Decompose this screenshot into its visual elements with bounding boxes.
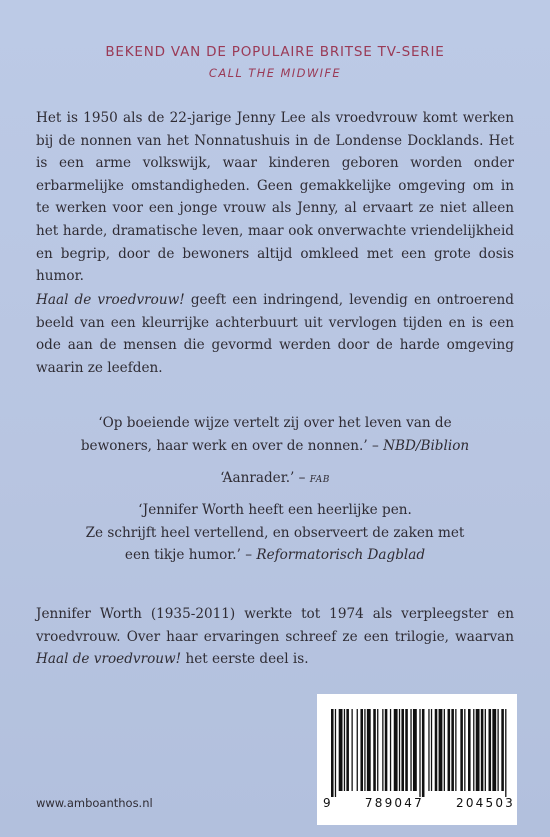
barcode-bar <box>439 709 443 791</box>
series-title: CALL THE MIDWIFE <box>208 66 342 80</box>
review-quote-line: ‘Aanrader.’ – <box>220 470 310 486</box>
barcode-bar <box>390 709 391 791</box>
barcode-bar <box>399 709 400 791</box>
barcode-bar <box>422 709 425 797</box>
series-tagline: BEKEND VAN DE POPULAIRE BRITSE TV-SERIE <box>105 44 445 60</box>
barcode-bar <box>464 709 465 791</box>
barcode-bar <box>455 709 456 791</box>
barcode-bar <box>444 709 445 791</box>
review-source: NBD/Biblion <box>383 437 470 454</box>
barcode-bars <box>331 709 509 797</box>
review-quote-rd <box>40 499 510 567</box>
review-quote-line: ‘Jennifer Worth heeft een heerlijke pen. <box>138 502 412 518</box>
author-bio-text: Jennifer Worth (1935-2011) werkte tot 1974 als verpleegster en vroedvrouw. Over haar ervaringen schreef ze een trilogie, waarvan <box>36 606 514 645</box>
review-quote-nbd <box>40 412 510 457</box>
barcode-bar <box>344 709 345 791</box>
barcode-bar <box>394 709 398 791</box>
author-bio-paragraph <box>36 603 514 671</box>
barcode-bar <box>382 709 383 791</box>
summary-book-title: Haal de vroedvrouw! <box>36 292 185 308</box>
isbn-barcode <box>317 694 517 825</box>
barcode-bar <box>410 709 411 791</box>
summary-text: geeft een indringend, levendig en ontroerend beeld van een kleurrijke achterbuurt uit vervlogen tijden en is een ode aan de mensen die gevormd werden door de harde omgeving waarin ze leefden. <box>36 292 515 376</box>
barcode-bar <box>373 709 376 791</box>
barcode-bar <box>451 709 454 791</box>
author-bio-text-end: het eerste deel is. <box>181 651 309 668</box>
intro-paragraph: Het is 1950 als de 22-jarige Jenny Lee als vroedvrouw komt werken bij de nonnen van het Nonnatushuis in de Londense Docklands. Het is een arme volkswijk, waar kinderen geboren worden onder erbarmelijke omstandigheden. Geen gemakkelijke omgeving om in te werken voor een jonge vrouw als Jenny, al ervaart ze niet alleen het harde, dramatische leven, maar ook onverwachte vriendelijkheid en begrip, door de bewoners altijd omkleed met een grote dosis humor. <box>36 110 514 285</box>
review-source: FAB <box>309 475 330 485</box>
author-bio-book-title: Haal de vroedvrouw! <box>36 651 182 668</box>
barcode-bar <box>377 709 378 791</box>
review-quote-fab <box>40 467 510 492</box>
barcode-bar <box>428 709 429 791</box>
barcode-bar <box>357 709 358 791</box>
review-quote-line: een tikje humor.’ – <box>124 547 257 564</box>
barcode-bar <box>476 709 480 791</box>
review-source: Reformatorisch Dagblad <box>256 547 426 564</box>
barcode-bar <box>492 709 496 791</box>
publisher-website: www.amboanthos.nl <box>36 796 153 810</box>
barcode-bar <box>331 709 334 797</box>
barcode-bar <box>489 709 492 791</box>
barcode-bar <box>346 709 349 791</box>
review-quote-line: Ze schrijft heel vertellend, en observeert de zaken met <box>85 524 465 541</box>
barcode-bar <box>431 709 432 791</box>
barcode-bar <box>505 709 506 797</box>
barcode-bar <box>468 709 471 791</box>
review-quote-line: ‘Op boeiende wijze vertelt zij over het leven van de <box>98 415 452 431</box>
barcode-bar <box>473 709 474 791</box>
summary-paragraph <box>36 289 514 379</box>
barcode-bar <box>485 709 486 791</box>
isbn-digit-group: 204503 <box>455 796 515 810</box>
barcode-bar <box>401 709 404 791</box>
isbn-digit-group: 789047 <box>364 796 424 810</box>
series-header <box>0 44 550 80</box>
isbn-digit-group: 9 <box>323 796 333 810</box>
barcode-bar <box>335 709 336 797</box>
barcode-bar <box>497 709 498 791</box>
barcode-bar <box>364 709 365 791</box>
barcode-bar <box>351 709 352 791</box>
barcode-bar <box>339 709 343 791</box>
barcode-bar <box>360 709 363 791</box>
barcode-bar <box>419 709 420 797</box>
barcode-bar <box>405 709 408 791</box>
barcode-bar <box>413 709 417 791</box>
review-quote-line: bewoners, haar werk en over de nonnen.’ – <box>80 437 384 454</box>
barcode-bar <box>435 709 438 791</box>
barcode-bar <box>501 709 504 791</box>
barcode-bar <box>481 709 484 791</box>
barcode-bar <box>385 709 388 791</box>
isbn-number <box>323 796 515 810</box>
barcode-bar <box>367 709 371 791</box>
barcode-bar <box>448 709 451 791</box>
barcode-bar <box>460 709 463 791</box>
